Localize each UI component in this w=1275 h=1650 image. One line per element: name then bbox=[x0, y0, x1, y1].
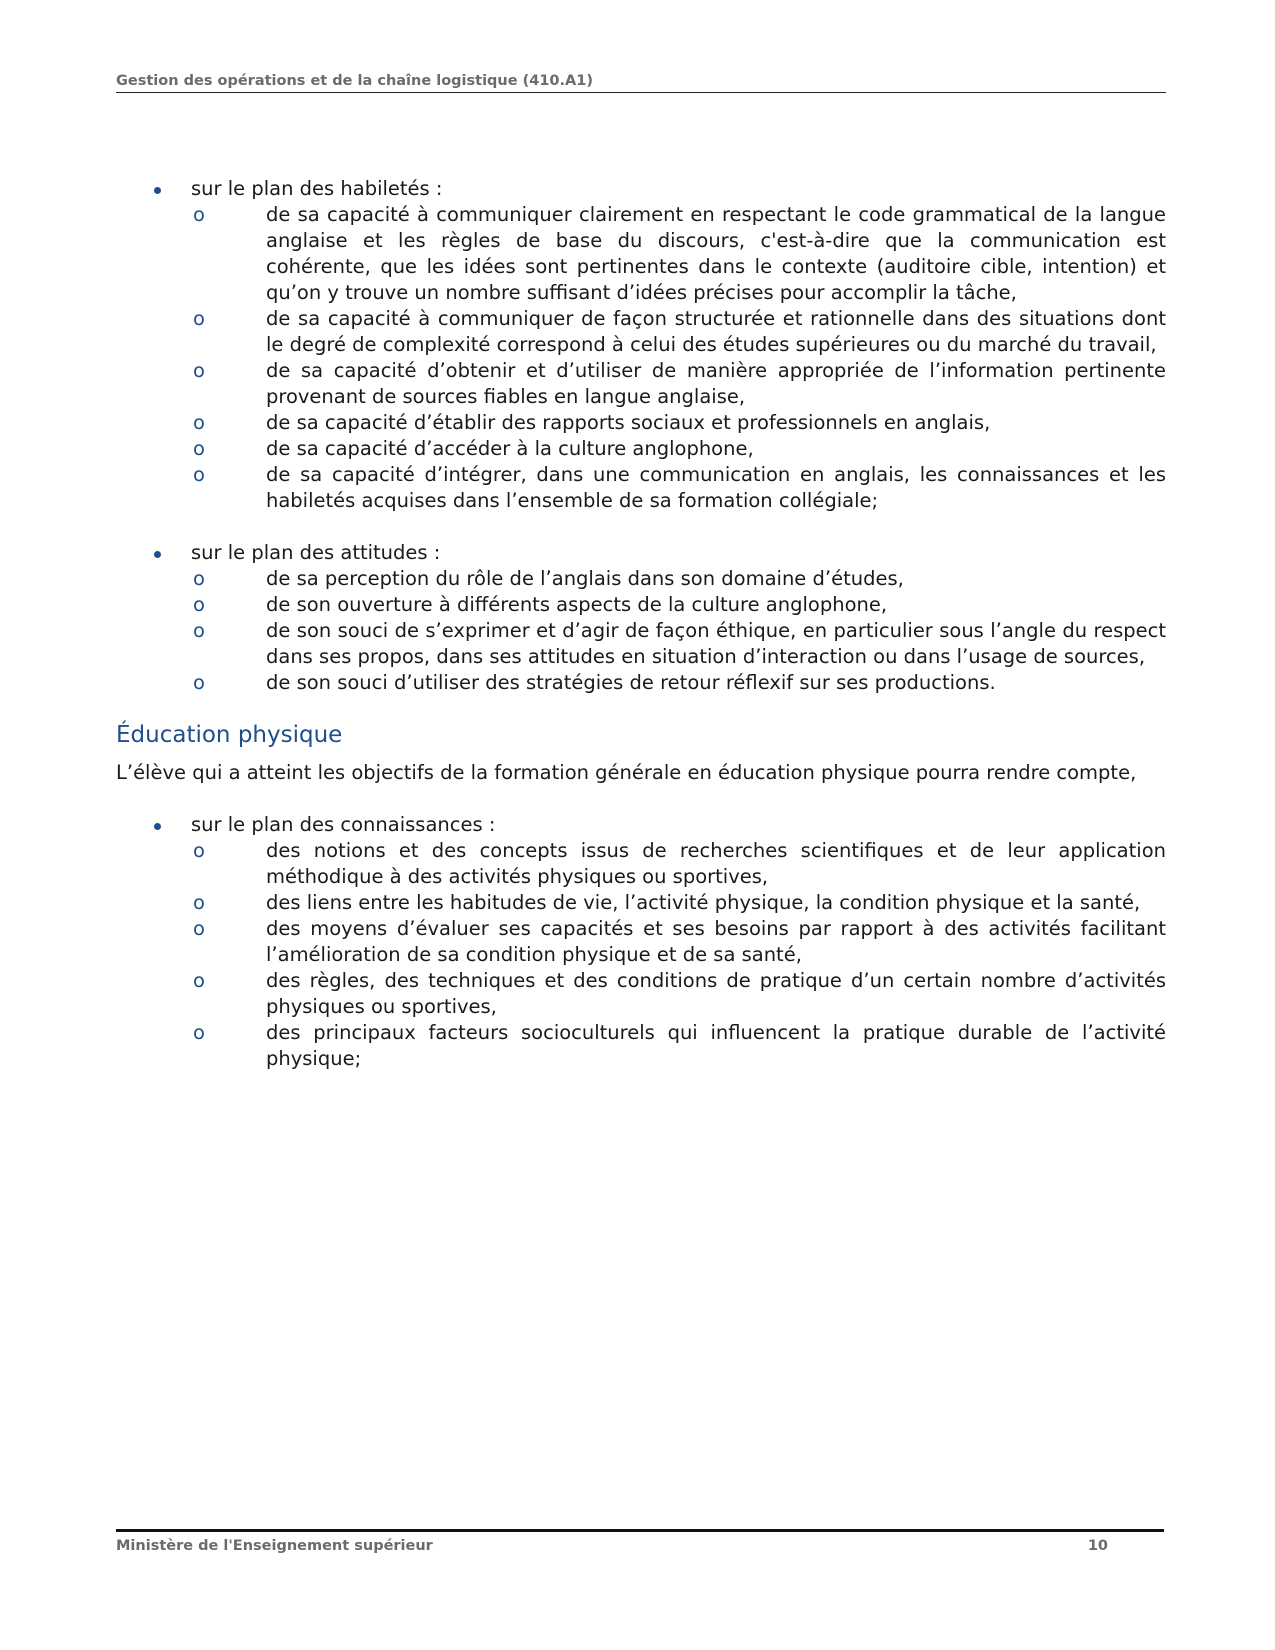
sub-list bbox=[191, 838, 1166, 1072]
circle-bullet-icon: o bbox=[193, 307, 205, 330]
sub-list-item-text: de sa capacité d’intégrer, dans une communication en anglais, les connaissances et les habiletés acquises dans l’ensemble de sa formation collégiale; bbox=[266, 463, 1166, 512]
circle-bullet-icon: o bbox=[193, 463, 205, 486]
sub-list-item bbox=[191, 410, 1166, 436]
sub-list-item-text: de sa capacité d’accéder à la culture anglophone, bbox=[266, 437, 754, 460]
sub-list-item-text: de sa perception du rôle de l’anglais dans son domaine d’études, bbox=[266, 567, 904, 590]
sub-list-item-text: des règles, des techniques et des conditions de pratique d’un certain nombre d’activités physiques ou sportives, bbox=[266, 969, 1166, 1018]
sub-list-item-text: des principaux facteurs socioculturels qui influencent la pratique durable de l’activité physique; bbox=[266, 1021, 1166, 1070]
sub-list-item-text: de sa capacité d’obtenir et d’utiliser de manière appropriée de l’information pertinente provenant de sources fiables en langue anglaise, bbox=[266, 359, 1166, 408]
sub-list-item bbox=[191, 670, 1166, 696]
header-title: Gestion des opérations et de la chaîne logistique (410.A1) bbox=[116, 73, 593, 89]
circle-bullet-icon: o bbox=[193, 619, 205, 642]
sub-list-item-text: des liens entre les habitudes de vie, l’activité physique, la condition physique et la santé, bbox=[266, 891, 1141, 914]
circle-bullet-icon: o bbox=[193, 671, 205, 694]
page-number: 10 bbox=[1087, 1538, 1108, 1554]
knowledge-list bbox=[116, 812, 1166, 1072]
page-header bbox=[116, 73, 1166, 93]
circle-bullet-icon: o bbox=[193, 203, 205, 226]
sub-list-item bbox=[191, 890, 1166, 916]
bullet-icon bbox=[154, 823, 161, 830]
bullet-icon bbox=[154, 187, 161, 194]
sub-list-item-text: des notions et des concepts issus de recherches scientifiques et de leur application méthodique à des activités physiques ou sportives, bbox=[266, 839, 1166, 888]
sub-list-item bbox=[191, 566, 1166, 592]
sub-list-item bbox=[191, 1020, 1166, 1072]
footer-ministry: Ministère de l'Enseignement supérieur bbox=[116, 1538, 433, 1554]
circle-bullet-icon: o bbox=[193, 1021, 205, 1044]
sub-list-item-text: de son souci d’utiliser des stratégies de retour réflexif sur ses productions. bbox=[266, 671, 996, 694]
circle-bullet-icon: o bbox=[193, 839, 205, 862]
sub-list-item bbox=[191, 436, 1166, 462]
sub-list bbox=[191, 202, 1166, 514]
list-item bbox=[116, 176, 1166, 514]
circle-bullet-icon: o bbox=[193, 359, 205, 382]
page-footer bbox=[116, 1529, 1164, 1554]
circle-bullet-icon: o bbox=[193, 593, 205, 616]
attitudes-list bbox=[116, 540, 1166, 696]
circle-bullet-icon: o bbox=[193, 917, 205, 940]
list-item-label: sur le plan des attitudes : bbox=[191, 541, 441, 564]
sub-list-item-text: de sa capacité à communiquer clairement en respectant le code grammatical de la langue anglaise et les règles de base du discours, c'est-à-dire que la communication est cohérente, que les idées sont pertinentes dans le contexte (auditoire cible, intention) et qu’on y trouve un nombre suffisant d’idées précises pour accomplir la tâche, bbox=[266, 203, 1166, 304]
bullet-icon bbox=[154, 551, 161, 558]
list-item bbox=[116, 540, 1166, 696]
circle-bullet-icon: o bbox=[193, 891, 205, 914]
sub-list-item bbox=[191, 306, 1166, 358]
page-content bbox=[116, 176, 1166, 1072]
section-heading: Éducation physique bbox=[116, 722, 343, 748]
circle-bullet-icon: o bbox=[193, 567, 205, 590]
sub-list-item-text: de son ouverture à différents aspects de la culture anglophone, bbox=[266, 593, 888, 616]
intro-paragraph: L’élève qui a atteint les objectifs de la formation générale en éducation physique pourra rendre compte, bbox=[116, 761, 1137, 784]
list-item bbox=[116, 812, 1166, 1072]
sub-list-item-text: des moyens d’évaluer ses capacités et ses besoins par rapport à des activités facilitant l’amélioration de sa condition physique et de sa santé, bbox=[266, 917, 1166, 966]
sub-list-item bbox=[191, 916, 1166, 968]
sub-list bbox=[191, 566, 1166, 696]
circle-bullet-icon: o bbox=[193, 437, 205, 460]
sub-list-item bbox=[191, 838, 1166, 890]
sub-list-item-text: de son souci de s’exprimer et d’agir de façon éthique, en particulier sous l’angle du respect dans ses propos, dans ses attitudes en situation d’interaction ou dans l’usage de sources, bbox=[266, 619, 1166, 668]
sub-list-item bbox=[191, 202, 1166, 306]
sub-list-item-text: de sa capacité à communiquer de façon structurée et rationnelle dans des situations dont le degré de complexité correspond à celui des études supérieures ou du marché du travail, bbox=[266, 307, 1166, 356]
sub-list-item bbox=[191, 618, 1166, 670]
sub-list-item bbox=[191, 462, 1166, 514]
sub-list-item-text: de sa capacité d’établir des rapports sociaux et professionnels en anglais, bbox=[266, 411, 991, 434]
circle-bullet-icon: o bbox=[193, 969, 205, 992]
list-item-label: sur le plan des habiletés : bbox=[191, 177, 443, 200]
sub-list-item bbox=[191, 968, 1166, 1020]
skills-list bbox=[116, 176, 1166, 514]
circle-bullet-icon: o bbox=[193, 411, 205, 434]
sub-list-item bbox=[191, 592, 1166, 618]
sub-list-item bbox=[191, 358, 1166, 410]
list-item-label: sur le plan des connaissances : bbox=[191, 813, 496, 836]
